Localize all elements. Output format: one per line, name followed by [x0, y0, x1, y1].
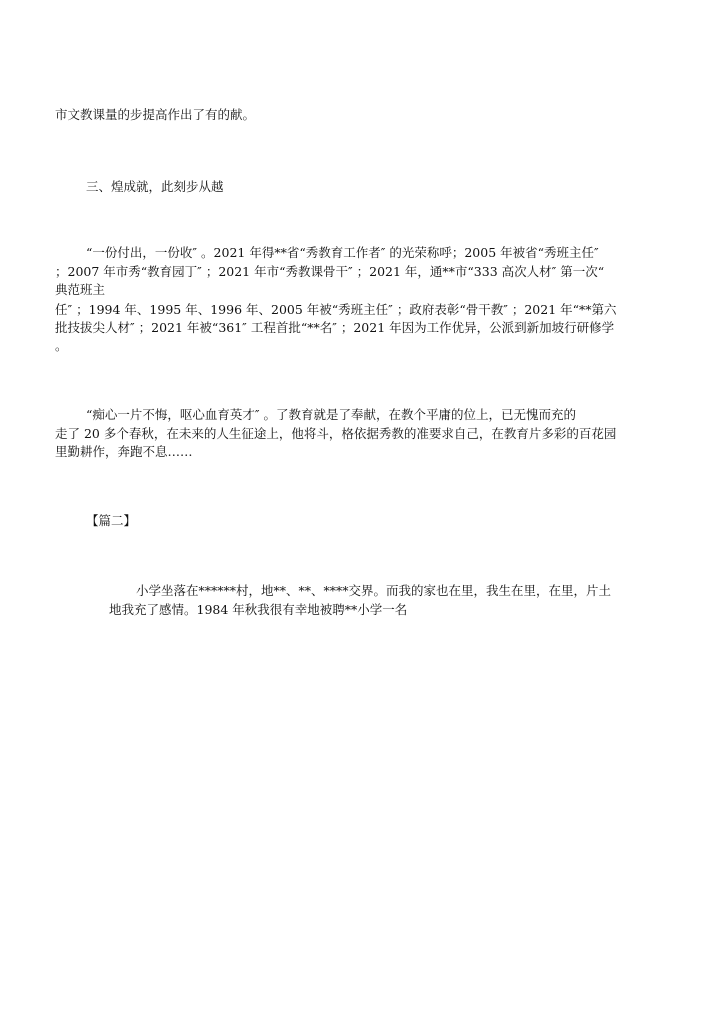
paragraph-line: 地我充了感情。1984 年秋我很有幸地被聘**小学一名: [109, 602, 408, 617]
paragraph-line: 里勤耕作，奔跑不息……: [55, 444, 193, 459]
paragraph-line: ；2007 年市秀“教育园丁″ ；2021 年市“秀教课骨干″ ；2021 年，通**市“333 高次人材″ 第一次“: [55, 264, 605, 279]
section-heading-3: 三、煌成就，此刻步从越: [86, 179, 224, 194]
paragraph-line: 。: [55, 338, 68, 353]
paragraph-line: 典范班主: [55, 282, 106, 297]
paragraph-line: “痴心一片不悔，呕心血育英才″ 。了教育就是了奉献，在教个平庸的位上，已无愧而充的: [86, 407, 577, 422]
paragraph-line: 走了 20 多个春秋，在未来的人生征途上，他将斗，格依据秀教的准要求自己，在教育片多彩的百花园: [55, 426, 617, 441]
paragraph-line: 批技拔尖人材″ ；2021 年被“361″ 工程首批“**名″ ；2021 年因为工作优异，公派到新加坡行研修学: [55, 320, 615, 335]
paragraph-fragment: 市文教课量的步提高作出了有的献。: [55, 107, 256, 122]
paragraph-line: 小学坐落在******村，地**、**、****交界。而我的家也在里，我生在里，在里，片土: [136, 583, 612, 598]
paragraph-line: 任″ ；1994 年、1995 年、1996 年、2005 年被“秀班主任″ ；政府表彰“骨干教″ ；2021 年“**第六: [55, 302, 617, 317]
part-heading: 【篇二】: [86, 513, 137, 528]
paragraph-line: “一份付出，一份收″ 。2021 年得**省“秀教育工作者″ 的光荣称呼；2005 年被省“秀班主任″: [86, 245, 599, 260]
